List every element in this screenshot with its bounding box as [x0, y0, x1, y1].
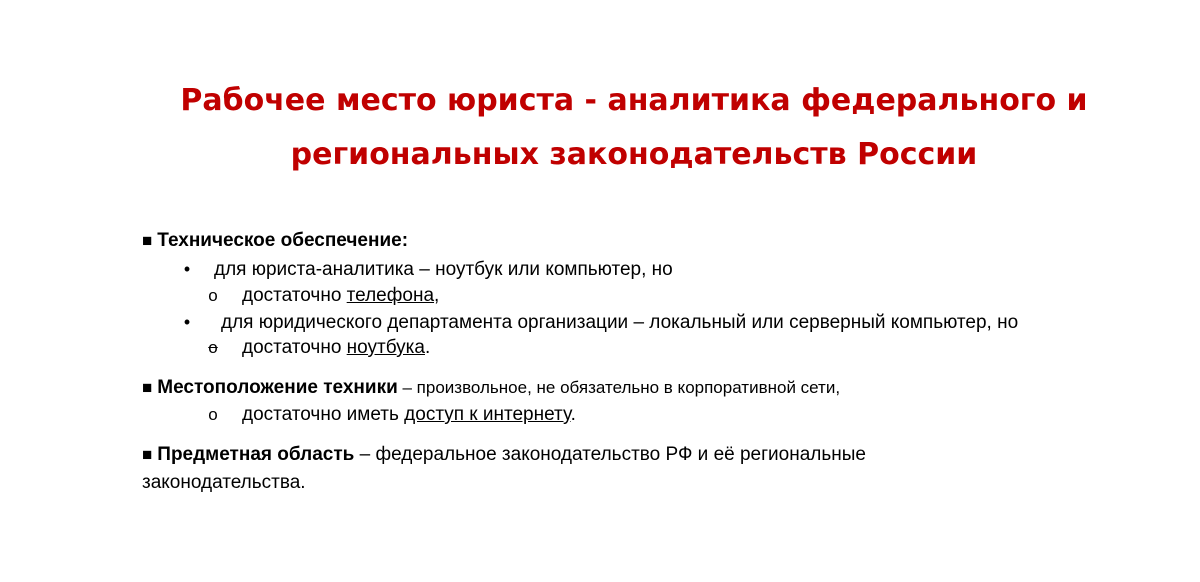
sub-item-prefix: достаточно: [242, 285, 347, 306]
list-item-text: для юридического департамента организации – локальный или серверный компьютер, но: [221, 312, 1019, 333]
section-subject-text: – федеральное законодательство РФ и её региональные: [354, 444, 866, 465]
sub-item-suffix: ,: [434, 285, 440, 306]
sub-item-prefix: достаточно иметь: [242, 404, 405, 425]
list-item: [180, 257, 673, 282]
square-bullet-icon: ■: [142, 378, 153, 397]
sub-item-suffix: .: [424, 337, 431, 358]
bullet-icon: •: [183, 259, 191, 279]
section-technical-heading: Техническое обеспечение:: [157, 230, 409, 251]
circle-bullet-icon: o: [208, 405, 218, 424]
section-subject: [142, 443, 866, 467]
square-bullet-icon: ■: [142, 231, 153, 250]
title-line-1: Рабочее место юриста - аналитика федерального и: [180, 83, 1088, 118]
section-location-heading: Местоположение техники: [157, 377, 398, 398]
circle-bullet-icon: o: [208, 338, 218, 357]
internet-link[interactable]: доступ к интернету: [404, 404, 571, 425]
sub-list-item: [206, 336, 430, 360]
section-subject-continuation: законодательства.: [142, 472, 306, 493]
section-location-text: – произвольное, не обязательно в корпоративной сети,: [397, 378, 841, 397]
circle-bullet-icon: o: [208, 286, 218, 305]
laptop-link[interactable]: ноутбука: [346, 337, 425, 358]
phone-link[interactable]: телефона: [346, 285, 435, 306]
list-item: [180, 310, 1018, 335]
sub-item-prefix: достаточно: [242, 337, 347, 358]
sub-list-item: [206, 403, 576, 427]
bullet-icon: •: [183, 312, 191, 332]
square-bullet-icon: ■: [142, 445, 153, 464]
section-technical: [142, 229, 408, 253]
section-subject-heading: Предметная область: [157, 444, 355, 465]
list-item-text: для юриста-аналитика – ноутбук или компьютер, но: [214, 259, 673, 280]
page-title: [0, 74, 1200, 182]
title-line-2: региональных законодательств России: [290, 137, 978, 172]
sub-item-suffix: .: [570, 404, 576, 425]
section-location: [142, 376, 840, 400]
sub-list-item: [206, 284, 439, 308]
